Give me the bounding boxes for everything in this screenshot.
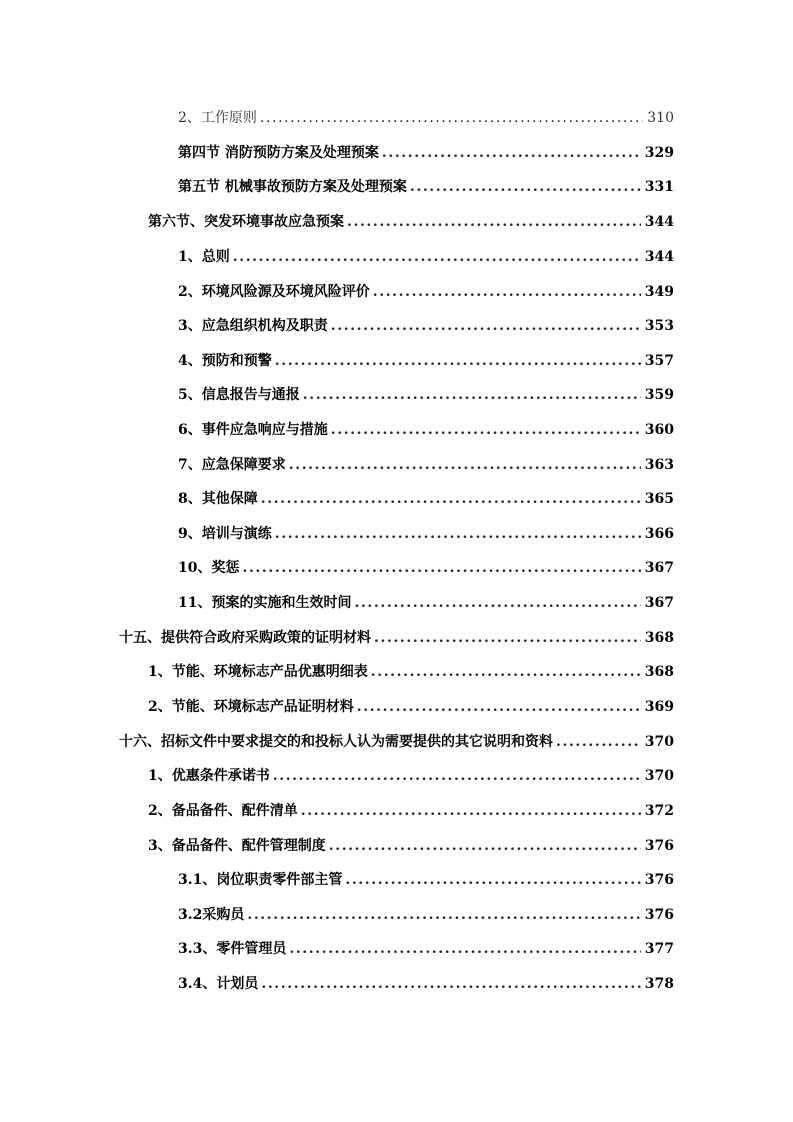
toc-dot-leader [275,349,641,373]
toc-entry-page: 376 [644,872,674,888]
toc-dot-leader [242,556,640,580]
toc-entry[interactable] [178,972,674,996]
toc-entry-title: 9、培训与演练 [178,526,272,542]
toc-entry[interactable] [148,695,674,719]
toc-dot-leader [261,972,640,996]
toc-entry-title: 2、备品备件、配件清单 [148,803,298,819]
toc-entry-title: 6、事件应急响应与措施 [178,422,328,438]
toc-entry[interactable] [178,106,674,130]
toc-entry-page: 360 [644,422,674,438]
toc-entry-title: 3、备品备件、配件管理制度 [148,838,326,854]
toc-entry-page: 378 [644,976,674,992]
toc-dot-leader [374,626,641,650]
toc-entry-title: 十五、提供符合政府采购政策的证明材料 [119,630,371,646]
toc-dot-leader [303,383,641,407]
toc-entry[interactable] [178,487,674,511]
toc-entry[interactable] [178,556,674,580]
toc-dot-leader [345,868,640,892]
toc-entry-page: 353 [644,318,674,334]
toc-dot-leader [247,903,640,927]
toc-dot-leader [354,591,640,615]
toc-entry[interactable] [178,937,674,961]
toc-dot-leader [347,210,641,234]
toc-entry-page: 365 [644,491,674,507]
toc-entry-page: 357 [644,353,674,369]
toc-entry[interactable] [178,245,674,269]
toc-entry[interactable] [178,868,674,892]
toc-entry-title: 十六、招标文件中要求提交的和投标人认为需要提供的其它说明和资料 [119,734,553,750]
toc-dot-leader [556,730,641,754]
toc-entry-title: 2、工作原则 [178,110,257,126]
toc-entry-page: 368 [644,664,674,680]
toc-entry-title: 11、预案的实施和生效时间 [178,595,352,611]
toc-entry[interactable] [178,453,674,477]
toc-entry-page: 376 [644,907,674,923]
toc-dot-leader [382,141,641,165]
toc-entry-title: 第五节 机械事故预防方案及处理预案 [178,179,407,195]
toc-dot-leader [357,695,641,719]
toc-entry-title: 1、总则 [178,249,230,265]
toc-entry-page: 310 [647,110,674,126]
toc-entry-page: 367 [644,595,674,611]
toc-entry-title: 2、环境风险源及环境风险评价 [178,284,370,300]
toc-dot-leader [331,418,641,442]
toc-dot-leader [329,834,641,858]
toc-entry[interactable] [178,349,674,373]
toc-entry-page: 369 [644,699,674,715]
toc-entry-page: 370 [644,768,674,784]
toc-entry-page: 349 [644,284,674,300]
toc-entry[interactable] [178,383,674,407]
toc-entry-title: 3.2采购员 [178,907,245,923]
toc-entry[interactable] [178,280,674,304]
toc-dot-leader [289,937,640,961]
toc-dot-leader [289,453,641,477]
toc-entry-page: 366 [644,526,674,542]
toc-entry-title: 第四节 消防预防方案及处理预案 [178,145,379,161]
toc-entry-title: 2、节能、环境标志产品证明材料 [148,699,354,715]
toc-entry[interactable] [119,730,674,754]
toc-entry-title: 3.1、岗位职责零件部主管 [178,872,343,888]
toc-entry-title: 8、其他保障 [178,491,258,507]
toc-entry[interactable] [148,764,674,788]
toc-entry-title: 3.3、零件管理员 [178,941,287,957]
toc-entry-page: 359 [644,387,674,403]
toc-dot-leader [371,660,641,684]
toc-entry[interactable] [178,522,674,546]
toc-dot-leader [410,175,641,199]
toc-entry[interactable] [148,210,674,234]
toc-entry-page: 344 [644,249,674,265]
toc-entry[interactable] [178,141,674,165]
toc-entry-title: 1、节能、环境标志产品优惠明细表 [148,664,368,680]
toc-dot-leader [373,280,641,304]
toc-entry-title: 7、应急保障要求 [178,457,286,473]
toc-entry-page: 372 [644,803,674,819]
toc-entry[interactable] [178,175,674,199]
toc-entry-page: 363 [644,457,674,473]
toc-entry-title: 1、优惠条件承诺书 [148,768,270,784]
toc-dot-leader [273,764,641,788]
toc-entry[interactable] [148,834,674,858]
toc-entry-page: 368 [644,630,674,646]
toc-entry-title: 3、应急组织机构及职责 [178,318,328,334]
toc-entry-page: 377 [644,941,674,957]
toc-entry[interactable] [148,799,674,823]
toc-entry-page: 367 [644,560,674,576]
toc-entry[interactable] [178,418,674,442]
toc-dot-leader [261,487,641,511]
toc-entry[interactable] [119,626,674,650]
toc-dot-leader [275,522,641,546]
toc-entry-page: 370 [644,734,674,750]
toc-entry-page: 344 [644,214,674,230]
toc-entry[interactable] [148,660,674,684]
toc-entry[interactable] [178,591,674,615]
toc-dot-leader [260,106,643,130]
toc-entry-page: 329 [644,145,674,161]
toc-entry-page: 376 [644,838,674,854]
toc-entry-title: 5、信息报告与通报 [178,387,300,403]
toc-dot-leader [233,245,641,269]
toc-entry[interactable] [178,903,674,927]
toc-dot-leader [331,314,641,338]
toc-entry-page: 331 [644,179,674,195]
toc-entry-title: 10、奖惩 [178,560,240,576]
toc-entry-title: 第六节、突发环境事故应急预案 [148,214,344,230]
toc-entry[interactable] [178,314,674,338]
toc-entry-title: 3.4、计划员 [178,976,259,992]
toc-entry-title: 4、预防和预警 [178,353,272,369]
toc-dot-leader [301,799,641,823]
